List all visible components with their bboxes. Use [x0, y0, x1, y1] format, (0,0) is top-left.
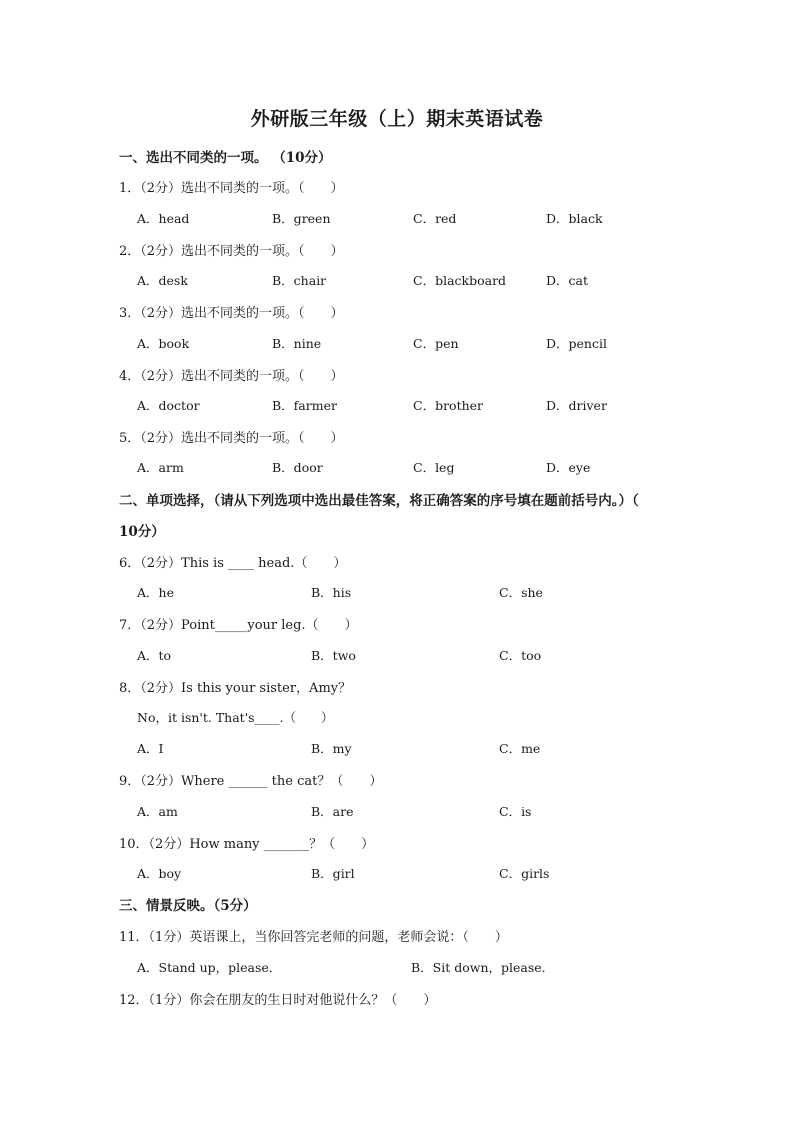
- question-8-option-a: A．I: [137, 741, 164, 756]
- question-2-stem: 2．（2分）选出不同类的一项。（ ）: [119, 244, 344, 259]
- question-1-stem: 1．（2分）选出不同类的一项。（ ）: [119, 181, 344, 196]
- question-2-option-d: D．cat: [546, 273, 588, 288]
- question-5-option-c: C．leg: [413, 460, 455, 475]
- question-1-option-c: C．red: [413, 211, 457, 226]
- question-4-option-b: B．farmer: [272, 398, 337, 413]
- question-8-option-b: B．my: [311, 741, 352, 756]
- question-1-option-b: B．green: [272, 211, 331, 226]
- question-3-stem: 3．（2分）选出不同类的一项。（ ）: [119, 306, 344, 321]
- question-8-stem: 8．（2分）Is this your sister，Amy？: [119, 681, 352, 696]
- question-9-stem: 9．（2分）Where ______ the cat？（ ）: [119, 774, 383, 789]
- question-5-option-b: B．door: [272, 460, 323, 475]
- question-4-stem: 4．（2分）选出不同类的一项。（ ）: [119, 369, 344, 384]
- question-7-option-b: B．two: [311, 648, 356, 663]
- question-10-option-b: B．girl: [311, 866, 355, 881]
- question-9-option-b: B．are: [311, 804, 354, 819]
- question-10-option-c: C．girls: [499, 866, 550, 881]
- question-9-option-c: C．is: [499, 804, 532, 819]
- question-7-stem: 7．（2分）Point_____your leg.（ ）: [119, 618, 358, 633]
- question-3-option-b: B．nine: [272, 336, 322, 351]
- question-2-option-a: A．desk: [137, 273, 188, 288]
- question-8-option-c: C．me: [499, 741, 541, 756]
- question-4-option-a: A．doctor: [137, 398, 200, 413]
- question-5-option-a: A．arm: [137, 460, 184, 475]
- question-5-stem: 5．（2分）选出不同类的一项。（ ）: [119, 431, 344, 446]
- section-2-heading-line-1: 二、单项选择，（请从下列选项中选出最佳答案，将正确答案的序号填在题前括号内。）（: [119, 493, 639, 509]
- question-3-option-a: A．book: [137, 336, 190, 351]
- question-3-option-d: D．pencil: [546, 336, 607, 351]
- question-6-option-a: A．he: [137, 585, 174, 600]
- section-2-heading-line-2: 10分）: [119, 524, 165, 540]
- question-2-option-c: C．blackboard: [413, 273, 507, 288]
- question-2-option-b: B．chair: [272, 273, 327, 288]
- question-9-option-a: A．am: [137, 804, 178, 819]
- question-4-option-d: D．driver: [546, 398, 607, 413]
- question-1-option-d: D．black: [546, 211, 603, 226]
- question-11-option-a: A．Stand up，please．: [137, 960, 282, 975]
- question-11-option-b: B．Sit down，please．: [411, 960, 555, 975]
- question-3-option-c: C．pen: [413, 336, 459, 351]
- question-1-option-a: A．head: [137, 211, 190, 226]
- question-6-stem: 6．（2分）This is ____ head.（ ）: [119, 556, 347, 571]
- question-10-option-a: A．boy: [137, 866, 182, 881]
- section-3-heading: 三、情景反映。（5分）: [119, 898, 257, 914]
- question-10-stem: 10．（2分）How many _______？（ ）: [119, 837, 375, 852]
- question-6-option-b: B．his: [311, 585, 352, 600]
- question-8-stem-continued: No，it isn't. That's____.（ ）: [137, 710, 334, 725]
- question-4-option-c: C．brother: [413, 398, 484, 413]
- page-title: 外研版三年级（上）期末英语试卷: [250, 108, 544, 130]
- question-5-option-d: D．eye: [546, 460, 591, 475]
- question-11-stem: 11．（1分）英语课上，当你回答完老师的问题，老师会说：（ ）: [119, 930, 508, 945]
- question-7-option-c: C．too: [499, 648, 542, 663]
- question-7-option-a: A．to: [137, 648, 172, 663]
- section-1-heading: 一、选出不同类的一项。 （10分）: [119, 150, 332, 166]
- question-12-stem: 12．（1分）你会在朋友的生日时对他说什么？（ ）: [119, 993, 437, 1008]
- question-6-option-c: C．she: [499, 585, 543, 600]
